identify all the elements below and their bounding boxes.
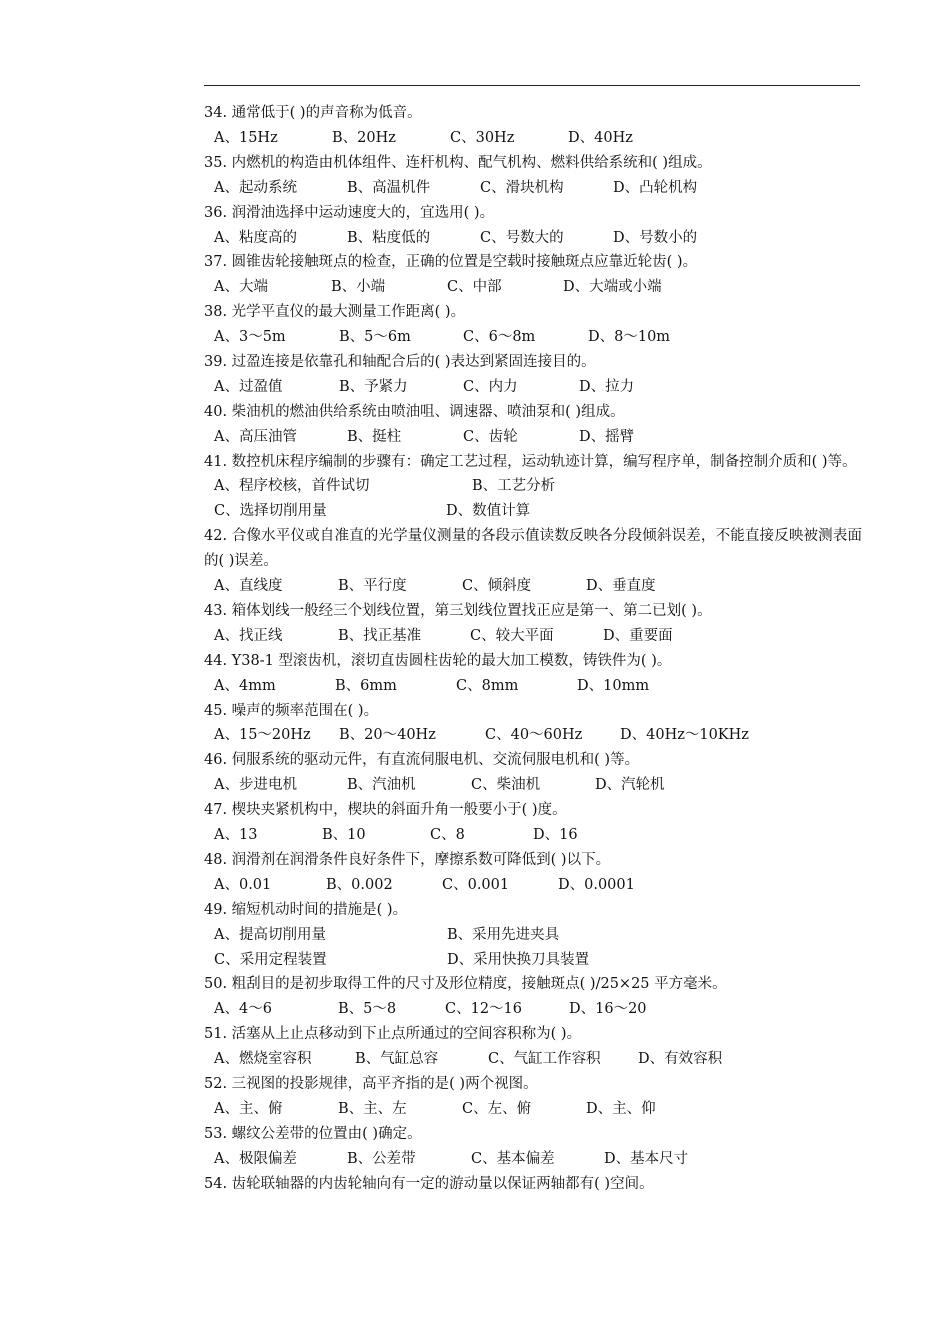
question-51-option-a: A、燃烧室容积: [214, 1051, 312, 1068]
question-39-option-b: B、予紧力: [339, 378, 408, 395]
question-47-option-a: A、13: [214, 827, 258, 844]
question-53-text: 53. 螺纹公差带的位置由( )确定。: [204, 1125, 422, 1142]
question-44-option-a: A、4mm: [214, 677, 276, 694]
question-38-options: [204, 325, 862, 350]
question-52-option-a: A、主、俯: [214, 1100, 283, 1117]
question-42-option-d: D、垂直度: [586, 578, 656, 595]
question-54-text: 54. 齿轮联轴器的内齿轮轴向有一定的游动量以保证两轴都有( )空间。: [204, 1175, 654, 1192]
question-37-option-c: C、中部: [447, 279, 502, 296]
question-43-text: 43. 箱体划线一般经三个划线位置，第三划线位置找正应是第一、第二已划( )。: [204, 602, 712, 619]
question-34-option-d: D、40Hz: [568, 129, 633, 146]
question-34-text: 34. 通常低于( )的声音称为低音。: [204, 105, 422, 121]
question-48-option-a: A、0.01: [214, 876, 272, 893]
question-35-option-a: A、起动系统: [214, 179, 297, 196]
question-52-option-b: B、主、左: [338, 1100, 407, 1117]
question-46-option-a: A、步进电机: [214, 777, 297, 794]
question-47-text: 47. 楔块夹紧机构中，楔块的斜面升角一般要小于( )度。: [204, 802, 567, 819]
question-38-option-c: C、6～8m: [463, 329, 536, 346]
question-48-option-b: B、0.002: [326, 876, 393, 893]
question-41-option-c: C、选择切削用量: [214, 503, 327, 520]
question-34-option-c: C、30Hz: [450, 129, 515, 146]
question-49-option-a: A、提高切削用量: [214, 926, 326, 943]
question-42-option-b: B、平行度: [338, 578, 407, 595]
question-36-option-d: D、号数小的: [613, 229, 698, 246]
question-43-option-d: D、重要面: [603, 627, 673, 644]
question-47-options: [204, 823, 862, 848]
question-49-option-b: B、采用先进夹具: [447, 926, 560, 943]
question-34-options: [204, 126, 862, 151]
question-52-option-c: C、左、俯: [462, 1100, 532, 1117]
question-40-options: [204, 425, 862, 450]
question-43-option-b: B、找正基准: [338, 627, 422, 644]
question-50-options: [204, 997, 862, 1022]
question-49-option-d: D、采用快换刀具装置: [447, 951, 590, 968]
question-41-option-a: A、程序校核，首件试切: [214, 478, 370, 495]
question-41-option-d: D、数值计算: [446, 503, 531, 520]
question-47-option-d: D、16: [533, 827, 578, 844]
question-39-option-a: A、过盈值: [214, 378, 283, 395]
question-42-option-a: A、直线度: [214, 578, 283, 595]
question-36-option-a: A、粘度高的: [214, 229, 297, 246]
question-53-option-b: B、公差带: [347, 1150, 416, 1167]
question-43-options: [204, 624, 862, 649]
question-44-option-c: C、8mm: [456, 677, 519, 694]
question-38-option-a: A、3～5m: [214, 329, 286, 346]
question-49-text: 49. 缩短机动时间的措施是( )。: [204, 901, 408, 918]
question-51-option-c: C、气缸工作容积: [488, 1051, 601, 1068]
question-34-option-b: B、20Hz: [332, 129, 396, 146]
question-35-option-c: C、滑块机构: [480, 179, 564, 196]
question-36-options: [204, 226, 862, 251]
header-rule: [204, 85, 860, 86]
question-52-text: 52. 三视图的投影规律，高平齐指的是( )两个视图。: [204, 1076, 538, 1093]
question-42-options: [204, 574, 862, 599]
question-51-option-b: B、气缸总容: [355, 1051, 439, 1068]
question-45-option-a: A、15～20Hz: [214, 727, 311, 744]
question-39-options: [204, 375, 862, 400]
question-52-option-d: D、主、仰: [586, 1100, 656, 1117]
question-49-options: [204, 948, 862, 973]
question-53-option-d: D、基本尺寸: [604, 1150, 689, 1167]
question-42-option-c: C、倾斜度: [462, 578, 532, 595]
question-45-option-c: C、40～60Hz: [485, 727, 583, 744]
question-40-option-d: D、摇臂: [579, 428, 635, 445]
question-48-text: 48. 润滑剂在润滑条件良好条件下，摩擦系数可降低到( )以下。: [204, 851, 611, 868]
question-37-option-d: D、大端或小端: [563, 279, 662, 296]
question-35-option-b: B、高温机件: [347, 179, 431, 196]
question-49-options: [204, 923, 862, 948]
question-38-option-d: D、8～10m: [588, 329, 671, 346]
question-41-options: [204, 499, 862, 524]
question-37-option-b: B、小端: [331, 279, 386, 296]
question-48-option-d: D、0.0001: [558, 876, 635, 893]
question-34-option-a: A、15Hz: [214, 129, 278, 146]
question-37-options: [204, 275, 862, 300]
question-42-text: 42. 合像水平仪或自准直的光学量仪测量的各段示值读数反映各分段倾斜误差，不能直接反映被测表面的( )误差。: [204, 528, 862, 570]
question-39-option-c: C、内力: [463, 378, 518, 395]
question-41-text: 41. 数控机床程序编制的步骤有：确定工艺过程，运动轨迹计算，编写程序单，制备控制介质和( )等。: [204, 453, 857, 470]
question-46-option-b: B、汽油机: [347, 777, 416, 794]
question-40-option-b: B、挺柱: [347, 428, 402, 445]
question-51-text: 51. 活塞从上止点移动到下止点所通过的空间容积称为( )。: [204, 1026, 582, 1043]
question-50-option-d: D、16～20: [569, 1001, 647, 1018]
question-50-option-a: A、4～6: [214, 1001, 272, 1018]
question-37-text: 37. 圆锥齿轮接触斑点的检查，正确的位置是空载时接触斑点应靠近轮齿( )。: [204, 254, 698, 271]
question-41-options: [204, 474, 862, 499]
question-38-text: 38. 光学平直仪的最大测量工作距离( )。: [204, 304, 466, 321]
question-35-option-d: D、凸轮机构: [613, 179, 698, 196]
question-53-option-c: C、基本偏差: [471, 1150, 555, 1167]
question-46-text: 46. 伺服系统的驱动元件，有直流伺服电机、交流伺服电机和( )等。: [204, 752, 640, 769]
question-45-text: 45. 噪声的频率范围在( )。: [204, 702, 379, 719]
question-40-text: 40. 柴油机的燃油供给系统由喷油咀、调速器、喷油泵和( )组成。: [204, 403, 625, 420]
question-52-options: [204, 1097, 862, 1122]
question-51-option-d: D、有效容积: [638, 1051, 723, 1068]
question-35-options: [204, 176, 862, 201]
question-40-option-c: C、齿轮: [463, 428, 518, 445]
question-46-option-d: D、汽轮机: [595, 777, 665, 794]
question-50-option-c: C、12～16: [445, 1001, 522, 1018]
question-51-options: [204, 1047, 862, 1072]
question-39-text: 39. 过盈连接是依靠孔和轴配合后的( )表达到紧固连接目的。: [204, 353, 596, 370]
question-44-options: [204, 674, 862, 699]
question-46-options: [204, 773, 862, 798]
question-46-option-c: C、柴油机: [471, 777, 541, 794]
question-39-option-d: D、拉力: [579, 378, 635, 395]
question-list: [204, 101, 862, 1197]
question-45-option-d: D、40Hz～10KHz: [620, 727, 749, 744]
question-38-option-b: B、5～6m: [339, 329, 411, 346]
question-37-option-a: A、大端: [214, 279, 268, 296]
question-41-option-b: B、工艺分析: [472, 478, 556, 495]
question-45-option-b: B、20～40Hz: [339, 727, 436, 744]
question-50-option-b: B、5～8: [338, 1001, 397, 1018]
question-36-option-c: C、号数大的: [480, 229, 564, 246]
question-44-option-d: D、10mm: [577, 677, 650, 694]
question-44-option-b: B、6mm: [335, 677, 397, 694]
question-43-option-a: A、找正线: [214, 627, 283, 644]
question-53-option-a: A、极限偏差: [214, 1150, 297, 1167]
question-44-text: 44. Y38-1 型滚齿机，滚切直齿圆柱齿轮的最大加工模数，铸铁件为( )。: [204, 652, 672, 669]
question-36-text: 36. 润滑油选择中运动速度大的，宜选用( )。: [204, 204, 495, 221]
question-48-options: [204, 873, 862, 898]
question-43-option-c: C、较大平面: [470, 627, 554, 644]
question-50-text: 50. 粗刮目的是初步取得工件的尺寸及形位精度，接触斑点( )/25×25 平方毫米。: [204, 976, 727, 993]
question-36-option-b: B、粘度低的: [347, 229, 431, 246]
question-53-options: [204, 1147, 862, 1172]
question-40-option-a: A、高压油管: [214, 428, 297, 445]
question-47-option-c: C、8: [430, 827, 465, 844]
question-35-text: 35. 内燃机的构造由机体组件、连杆机构、配气机构、燃料供给系统和( )组成。: [204, 154, 712, 171]
question-48-option-c: C、0.001: [442, 876, 510, 893]
question-45-options: [204, 723, 862, 748]
question-47-option-b: B、10: [322, 827, 366, 844]
question-49-option-c: C、采用定程装置: [214, 951, 327, 968]
